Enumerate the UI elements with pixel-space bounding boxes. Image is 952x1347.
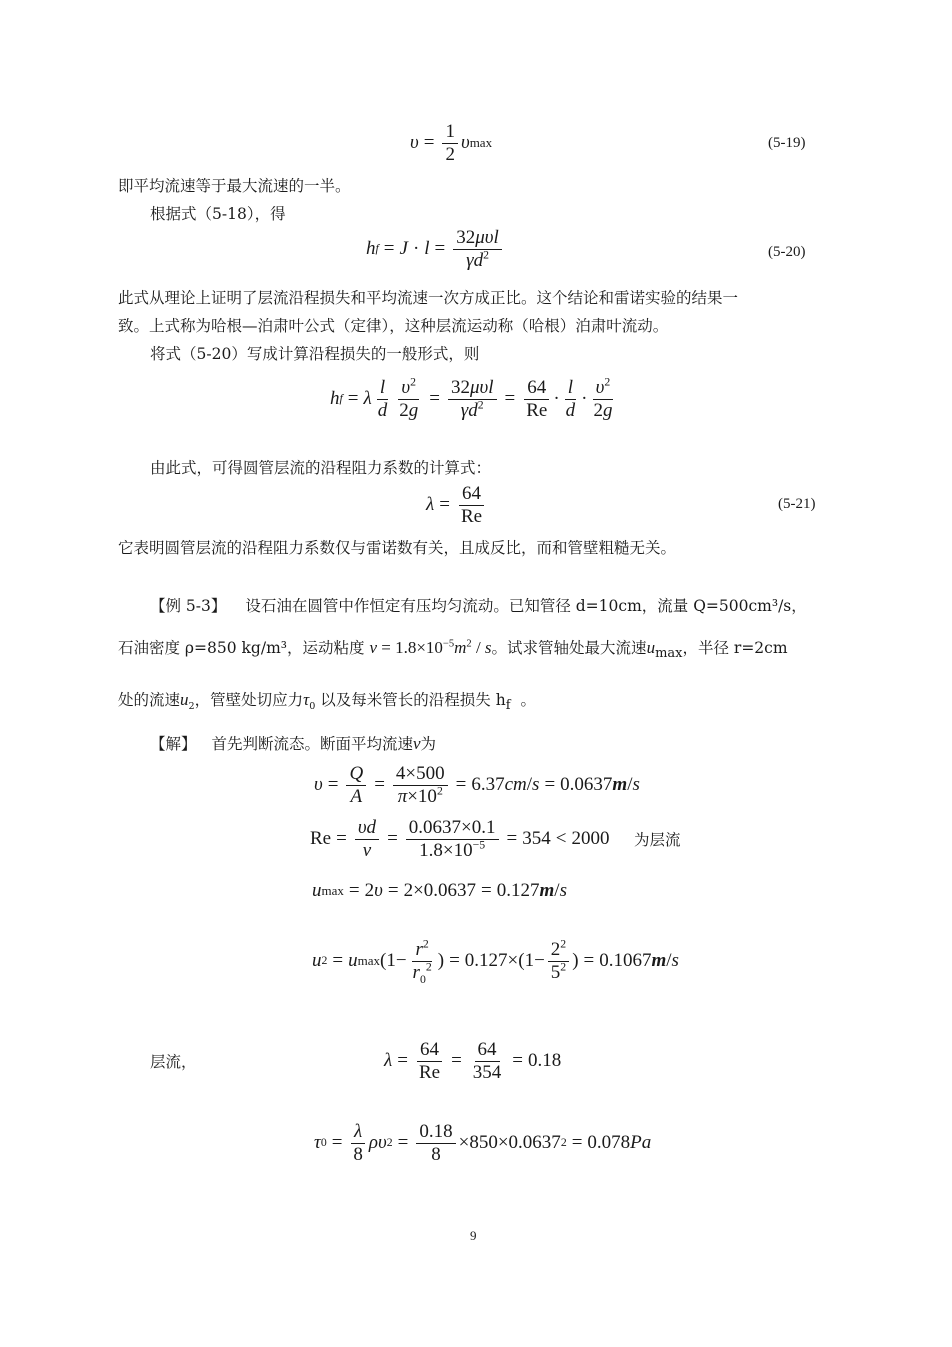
solution-label: 【解】 xyxy=(150,735,197,753)
paragraph: 即平均流速等于最大流速的一半。 xyxy=(118,177,351,195)
solution-text: 首先判断流态。断面平均流速 xyxy=(211,735,413,753)
example-line-3: 处的流速$u_2$，管壁处切应力$\tau_0$ 以及每米管长的沿程损失 $h_f$ 。 xyxy=(118,690,537,714)
example-text: 。试求管轴处最大流速 xyxy=(491,639,647,657)
laminar-note: 为层流 xyxy=(634,831,681,849)
paragraph: 致。上式称为哈根—泊肃叶公式（定律），这种层流运动称（哈根）泊肃叶流动。 xyxy=(118,317,669,335)
example-line-2: 石油密度 ρ=850 kg/m³，运动粘度 $\nu = 1.8\times 10^{-5}m^2 / s$。试求管轴处最大流速$u_{max}$，半径 r=2cm xyxy=(118,638,788,662)
example-line-1 xyxy=(150,594,807,618)
equation-reynolds: Re = $\frac{\upsilon d}{\nu}$ = $\frac{0.0637\times 0.1}{1.8\times 10^{-5}}$ = 354 < 2000 xyxy=(310,817,610,861)
example-label: 【例 5-3】 xyxy=(150,597,227,615)
paragraph: 根据式（5-18），得 xyxy=(150,205,286,223)
example-text: 设石油在圆管中作恒定有压均匀流动。已知管径 d=10cm，流量 Q=500cm³/s， xyxy=(245,597,807,615)
example-text: ，半径 r=2cm xyxy=(682,639,788,657)
equation-5-20: h f = J · l = $\frac{\text{32μυl}}{\gamma d^2}$ xyxy=(366,228,505,271)
equation-umax: u max = 2 υ = 2×0.0637 = 0.127 m / s xyxy=(312,880,567,901)
paragraph: 此式从理论上证明了层流沿程损失和平均流速一次方成正比。这个结论和雷诺实验的结果一 xyxy=(118,289,739,307)
equation-5-21: λ = $\frac{64}{Re}$ xyxy=(426,483,483,527)
equation-lambda: λ = $\frac{64}{Re}$ = $\frac{64}{354}$ = 0.18 xyxy=(384,1039,562,1083)
paragraph: 将式（5-20）写成计算沿程损失的一般形式，则 xyxy=(150,345,480,363)
paragraph: 由此式，可得圆管层流的沿程阻力系数的计算式： xyxy=(150,459,492,477)
equation-5-19: υ = $\frac{1}{2}$ υ max xyxy=(410,121,493,165)
equation-general-form: h f = λ $\frac{l}{d}$ $\frac{\upsilon^2}{2g}$ = $\frac{\text{32μυl}}{\gamma d^2}$ = $\frac{64}{Re}$ · $\frac{l}{d}$ · $\frac{\upsilon^2}{2g}$ xyxy=(330,375,613,421)
paragraph: 它表明圆管层流的沿程阻力系数仅与雷诺数有关，且成反比，而和管壁粗糙无关。 xyxy=(118,539,677,557)
laminar-label: 层流， xyxy=(150,1053,197,1071)
equation-u2: u 2 = u max (1− $\frac{r^2}{r_0^2}$ ) = 0.127×(1− $\frac{2^2}{5^2}$ ) = 0.1067 m / s xyxy=(312,937,679,986)
example-text: 以及每米管长的沿程损失 h xyxy=(320,691,506,709)
example-text: 处的流速 xyxy=(118,691,181,709)
solution-text: 为 xyxy=(420,735,437,753)
equation-number: (5-19) xyxy=(768,135,806,151)
equation-velocity: υ = $\frac{Q}{A}$ = $\frac{4\times 500}{\pi\times 10^2}$ = 6.37 cm / s = 0.0637 m / s xyxy=(314,763,640,807)
page-number: 9 xyxy=(470,1228,477,1243)
equation-number: (5-21) xyxy=(778,496,816,512)
example-text: 。 xyxy=(520,691,537,709)
example-text: ，管壁处切应力 xyxy=(194,691,304,709)
equation-shear-stress: τ 0 = $\frac{\lambda}{8}$ ρυ 2 = $\frac{0.18}{8}$ ×850×0.0637 2 = 0.078 Pa xyxy=(314,1121,652,1165)
solution-intro: 【解】 首先判断流态。断面平均流速ν为 xyxy=(150,734,437,753)
equation-number: (5-20) xyxy=(768,244,806,260)
example-text: 石油密度 ρ=850 kg/m³，运动粘度 xyxy=(118,639,365,657)
